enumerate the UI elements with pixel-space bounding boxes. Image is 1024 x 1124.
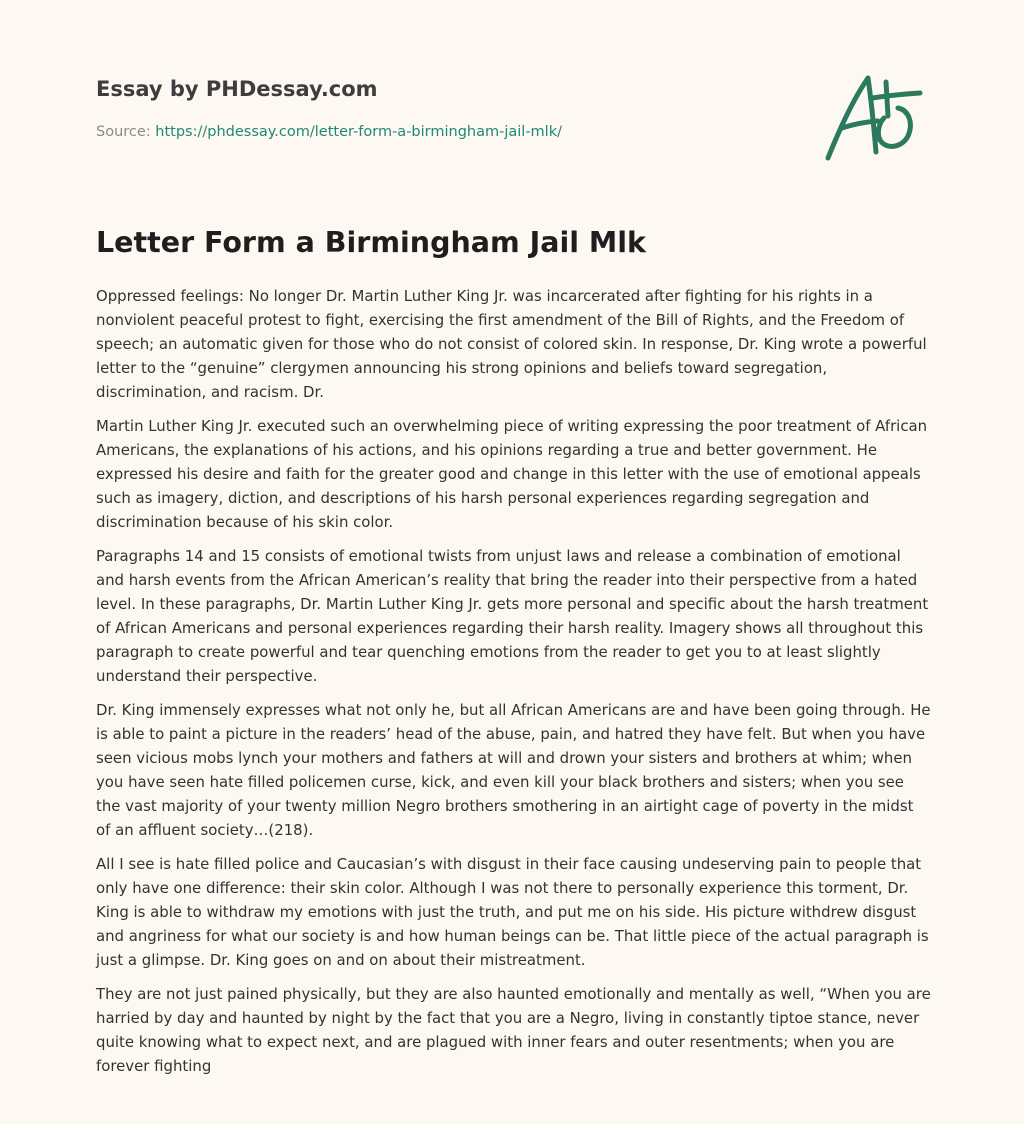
- page-header: [96, 0, 928, 200]
- essay-body: [96, 284, 932, 1088]
- essay-paragraph: Paragraphs 14 and 15 consists of emotional twists from unjust laws and release a combination of emotional and harsh events from the African American’s reality that bring the reader into their perspective from a hated level. In these paragraphs, Dr. Martin Luther King Jr. gets more personal and specific about the harsh treatment of African Americans and personal experiences regarding their harsh reality. Imagery shows all throughout this paragraph to create powerful and tear quenching emotions from the reader to get you to at least slightly understand their perspective.: [96, 547, 929, 685]
- essay-title: Letter Form a Birmingham Jail Mlk: [96, 226, 646, 259]
- essay-paragraph: Oppressed feelings: No longer Dr. Martin Luther King Jr. was incarcerated after fighting for his rights in a nonviolent peaceful protest to fight, exercising the first amendment of the Bill of Rights, and the Freedom of speech; an automatic given for those who do not consist of colored skin. In response, Dr. King wrote a powerful letter to the “genuine” clergymen announcing his strong opinions and beliefs toward segregation, discrimination, and racism. Dr.: [96, 287, 927, 401]
- a-plus-logo-icon: [822, 66, 928, 166]
- source-label: Source:: [96, 124, 151, 140]
- source-link[interactable]: https://phdessay.com/letter-form-a-birmingham-jail-mlk/: [155, 124, 562, 140]
- essay-paragraph: Martin Luther King Jr. executed such an overwhelming piece of writing expressing the poor treatment of African Americans, the explanations of his actions, and his opinions regarding a true and better government. He expressed his desire and faith for the greater good and change in this letter with the use of emotional appeals such as imagery, diction, and descriptions of his harsh personal experiences regarding segregation and discrimination because of his skin color.: [96, 417, 928, 531]
- source-line: [96, 124, 562, 140]
- essay-paragraph: They are not just pained physically, but they are also haunted emotionally and mentally as well, “When you are harried by day and haunted by night by the fact that you are a Negro, living in constantly tiptoe stance, never quite knowing what to expect next, and are plagued with inner fears and outer resentments; when you are forever fighting: [96, 985, 931, 1075]
- essay-paragraph: Dr. King immensely expresses what not only he, but all African Americans are and have been going through. He is able to paint a picture in the readers’ head of the abuse, pain, and hatred they have felt. But when you have seen vicious mobs lynch your mothers and fathers at will and drown your sisters and brothers at whim; when you have seen hate filled policemen curse, kick, and even kill your black brothers and sisters; when you see the vast majority of your twenty million Negro brothers smothering in an airtight cage of poverty in the midst of an affluent society…(218).: [96, 701, 931, 839]
- brand-title: Essay by PHDessay.com: [96, 77, 378, 101]
- essay-paragraph: All I see is hate filled police and Caucasian’s with disgust in their face causing undeserving pain to people that only have one difference: their skin color. Although I was not there to personally experience this torment, Dr. King is able to withdraw my emotions with just the truth, and put me on his side. His picture withdrew disgust and angriness for what our society is and how human beings can be. That little piece of the actual paragraph is just a glimpse. Dr. King goes on and on about their mistreatment.: [96, 855, 929, 969]
